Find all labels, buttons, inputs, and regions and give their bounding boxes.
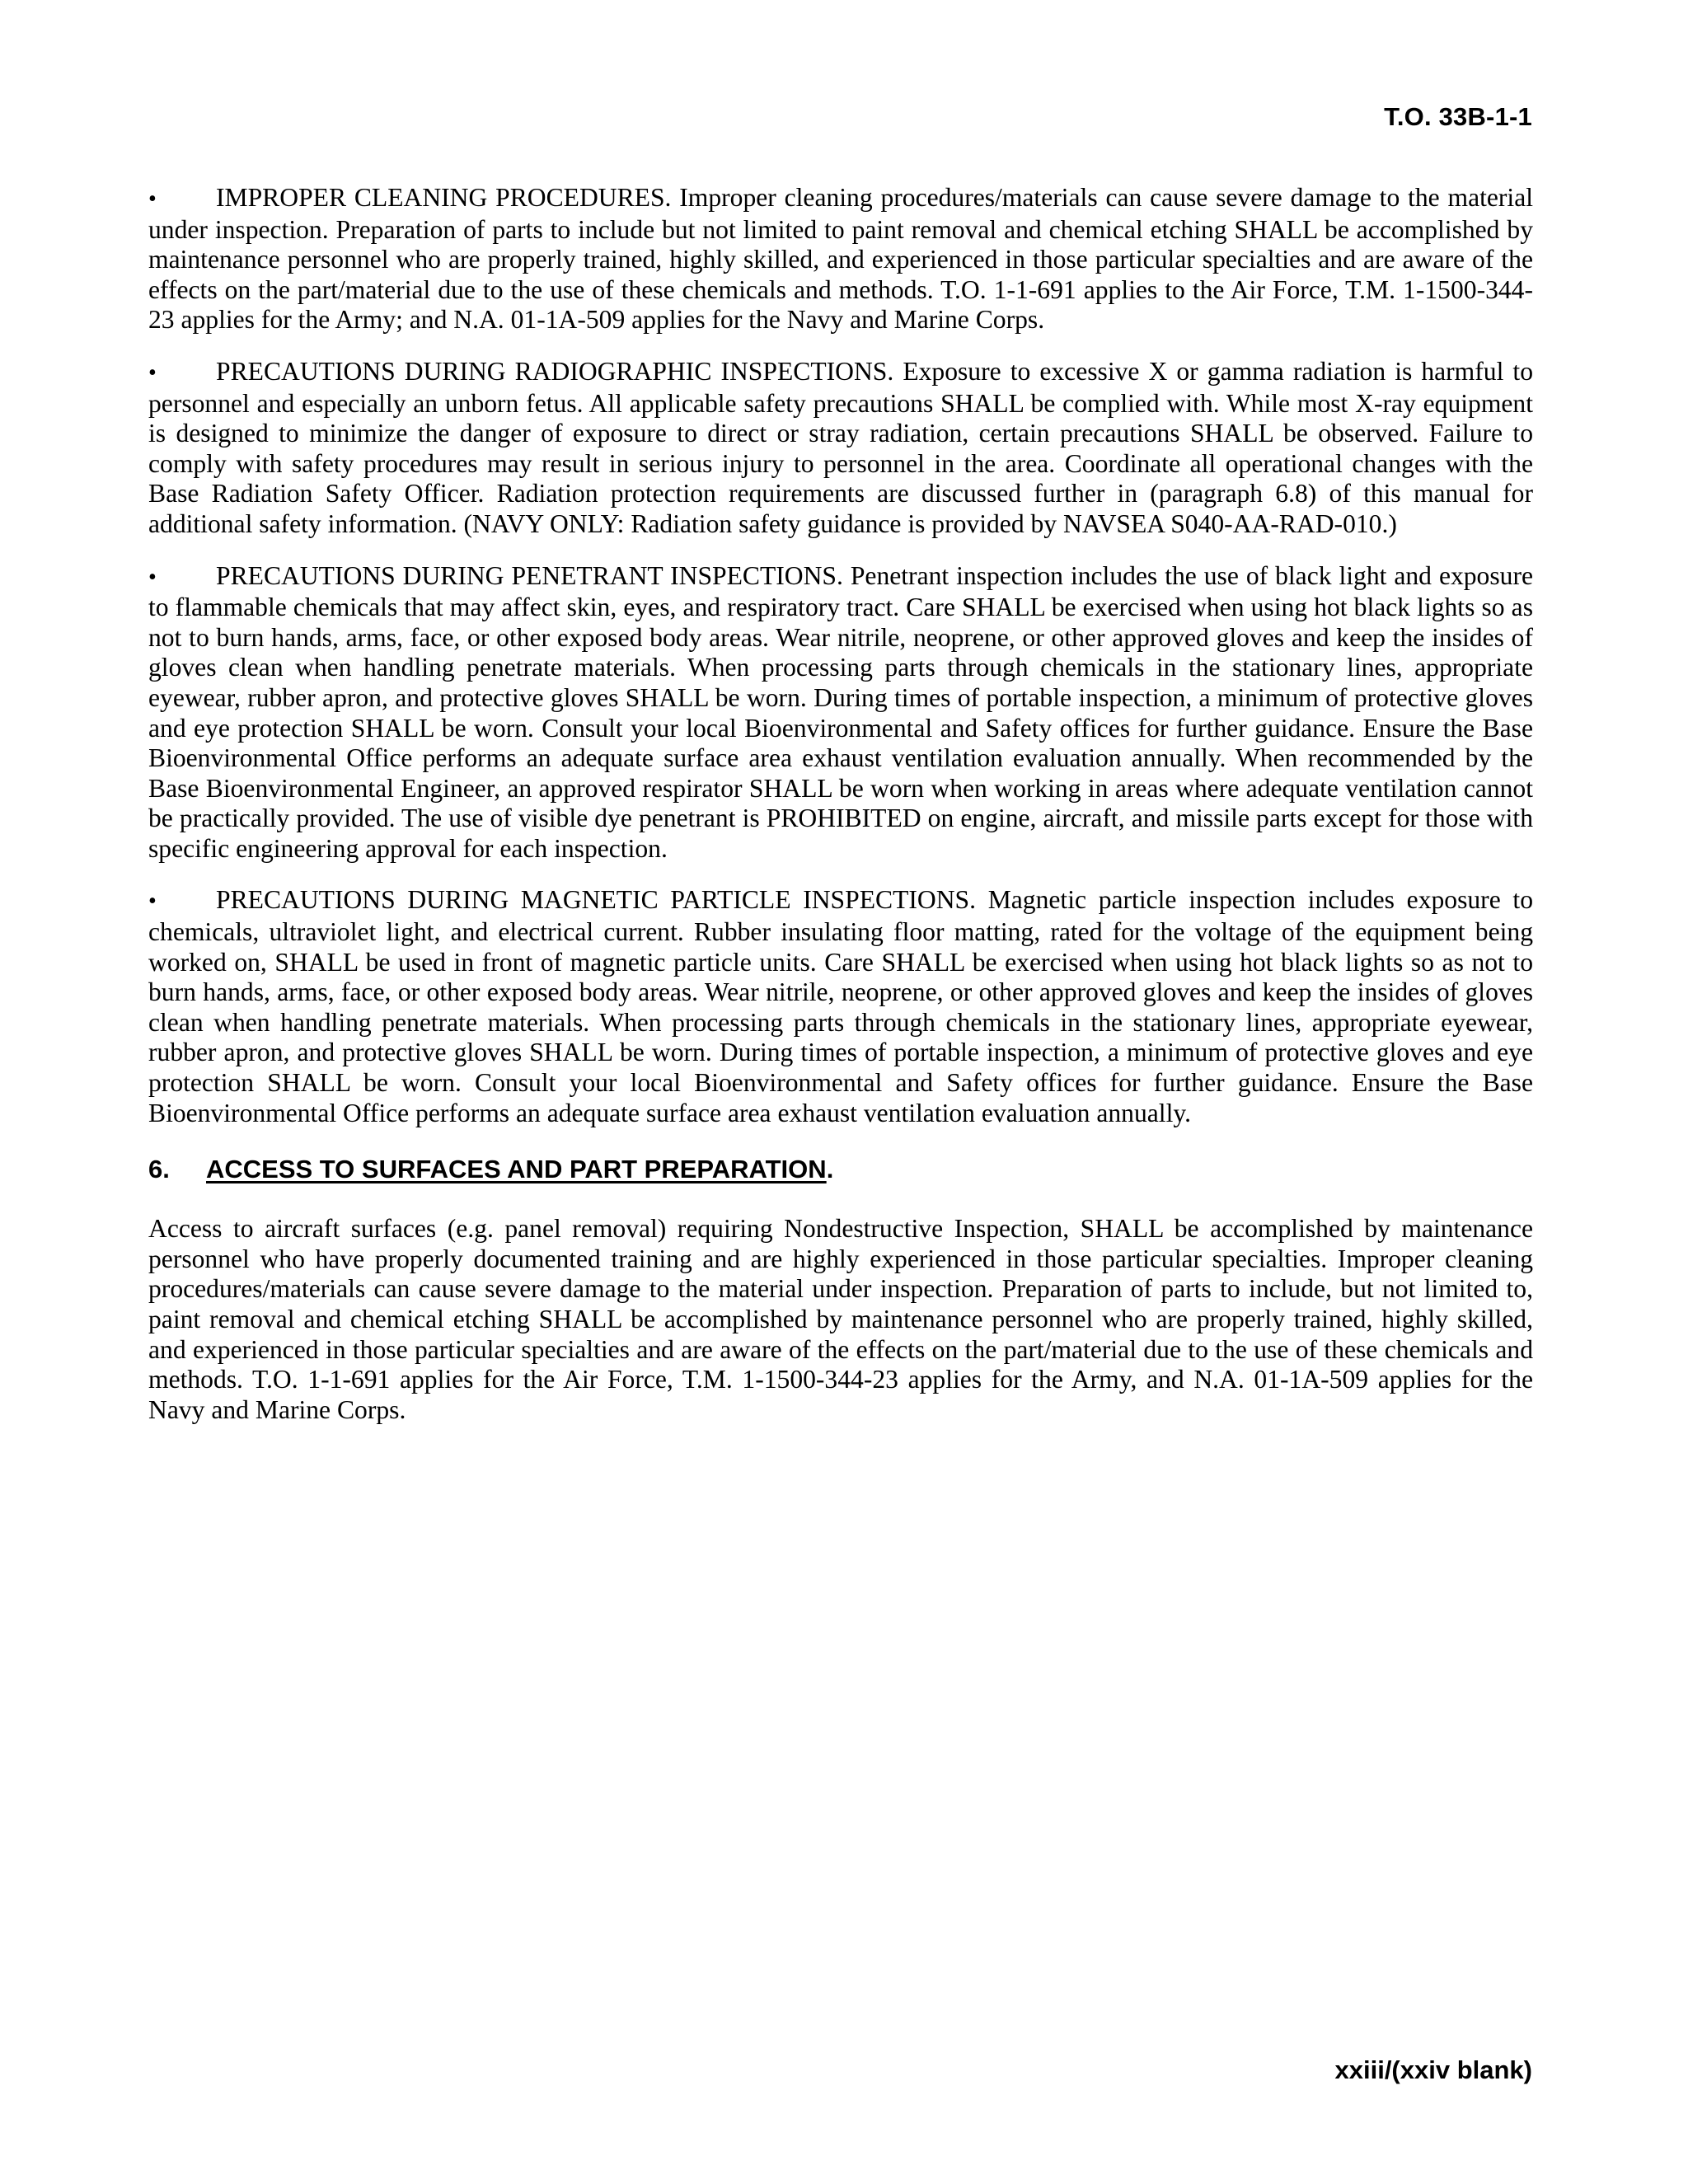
- bullet-text: IMPROPER CLEANING PROCEDURES. Improper cleaning procedures/materials can cause severe damage to the material under inspection. Preparation of parts to include but not limited to paint removal and chemical etching SHALL be accomplished by maintenance personnel who are properly trained, highly skilled, and experienced in those particular specialties and are aware of the effects on the part/material due to the use of these chemicals and methods. T.O. 1-1-691 applies to the Air Force, T.M. 1-1500-344-23 applies for the Army; and N.A. 01-1A-509 applies for the Navy and Marine Corps.: [148, 183, 1533, 335]
- document-id: T.O. 33B-1-1: [1384, 102, 1532, 131]
- bullet-text: PRECAUTIONS DURING PENETRANT INSPECTIONS. Penetrant inspection includes the use of black light and exposure to flammable chemicals that may affect skin, eyes, and respiratory tract. Care SHALL be exercised when using hot black lights so as not to burn hands, arms, face, or other exposed body areas. Wear nitrile, neoprene, or other approved gloves and keep the insides of gloves clean when handling penetrate materials. When processing parts through chemicals in the stationary lines, appropriate eyewear, rubber apron, and protective gloves SHALL be worn. During times of portable inspection, a minimum of protective gloves and eye protection SHALL be worn. Consult your local Bioenvironmental and Safety offices for further guidance. Ensure the Base Bioenvironmental Office performs an adequate surface area exhaust ventilation evaluation annually. When recommended by the Base Bioenvironmental Engineer, an approved respirator SHALL be worn when working in areas where adequate ventilation cannot be practically provided. The use of visible dye penetrant is PROHIBITED on engine, aircraft, and missile parts except for those with specific engineering approval for each inspection.: [148, 560, 1533, 863]
- bullet-item-magnetic: [148, 885, 1533, 1128]
- bullet-item-cleaning: [148, 183, 1533, 335]
- section-number: 6.: [148, 1155, 170, 1184]
- bullet-icon: •: [148, 186, 157, 212]
- bullet-icon: •: [148, 564, 157, 590]
- section-heading: [148, 1155, 1533, 1184]
- bullet-item-penetrant: [148, 561, 1533, 865]
- bullet-icon: •: [148, 359, 157, 386]
- page-content: [148, 183, 1533, 1425]
- page-number: xxiii/(xxiv blank): [1334, 2055, 1532, 2084]
- bullet-item-radiographic: [148, 357, 1533, 540]
- bullet-text: PRECAUTIONS DURING MAGNETIC PARTICLE INSPECTIONS. Magnetic particle inspection includes exposure to chemicals, ultraviolet light, and electrical current. Rubber insulating floor matting, rated for the voltage of the equipment being worked on, SHALL be used in front of magnetic particle units. Care SHALL be exercised when using hot black lights so as not to burn hands, arms, face, or other exposed body areas. Wear nitrile, neoprene, or other approved gloves and keep the insides of gloves clean when handling penetrate materials. When processing parts through chemicals in the stationary lines, appropriate eyewear, rubber apron, and protective gloves SHALL be worn. During times of portable inspection, a minimum of protective gloves and eye protection SHALL be worn. Consult your local Bioenvironmental and Safety offices for further guidance. Ensure the Base Bioenvironmental Office performs an adequate surface area exhaust ventilation evaluation annually.: [148, 885, 1533, 1127]
- bullet-icon: •: [148, 888, 157, 915]
- section-body: Access to aircraft surfaces (e.g. panel removal) requiring Nondestructive Inspection, SHALL be accomplished by maintenance personnel who have properly documented training and are highly experienced in those particular specialties. Improper cleaning procedures/materials can cause severe damage to the material under inspection. Preparation of parts to include, but not limited to, paint removal and chemical etching SHALL be accomplished by maintenance personnel who are properly trained, highly skilled, and experienced in those particular specialties and are aware of the effects on the part/material due to the use of these chemicals and methods. T.O. 1-1-691 applies for the Air Force, T.M. 1-1500-344-23 applies for the Army, and N.A. 01-1A-509 applies for the Navy and Marine Corps.: [148, 1214, 1533, 1424]
- bullet-text: PRECAUTIONS DURING RADIOGRAPHIC INSPECTIONS. Exposure to excessive X or gamma radiation is harmful to personnel and especially an unborn fetus. All applicable safety precautions SHALL be complied with. While most X-ray equipment is designed to minimize the danger of exposure to direct or stray radiation, certain precautions SHALL be observed. Failure to comply with safety procedures may result in serious injury to personnel in the area. Coordinate all operational changes with the Base Radiation Safety Officer. Radiation protection requirements are discussed further in (paragraph 6.8) of this manual for additional safety information. (NAVY ONLY: Radiation safety guidance is provided by NAVSEA S040-AA-RAD-010.): [148, 356, 1533, 538]
- section-title-period: .: [826, 1155, 834, 1184]
- section-title: ACCESS TO SURFACES AND PART PREPARATION: [206, 1155, 827, 1184]
